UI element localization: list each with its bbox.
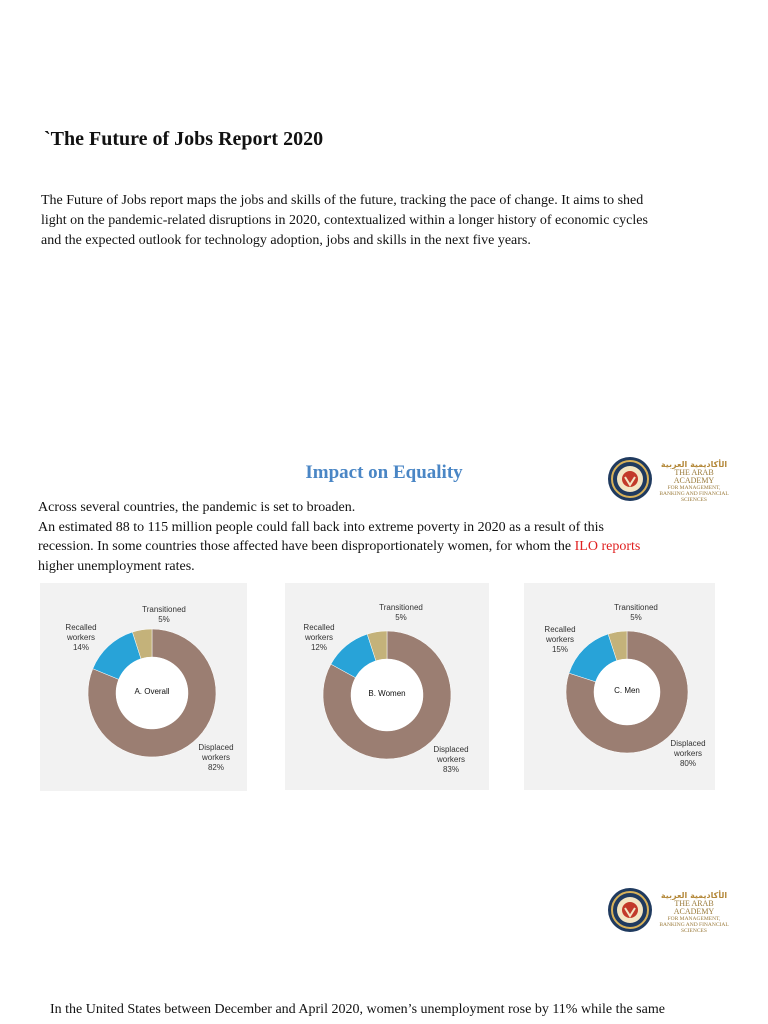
label-transitioned: [610, 603, 662, 623]
logo-english-name: THE ARAB ACADEMY: [673, 468, 715, 485]
academy-seal-icon: [606, 886, 654, 934]
label-name: Transitioned: [614, 603, 658, 612]
logo-subtitle: FOR MANAGEMENT, BANKING AND FINANCIAL SCIENCES: [659, 916, 729, 934]
ilo-reports-link[interactable]: ILO reports: [574, 539, 641, 554]
donut-chart-overall: [40, 583, 247, 791]
equality-line: [38, 537, 738, 557]
label-name: Displaced workers: [433, 745, 469, 764]
label-value: 5%: [630, 613, 642, 622]
logo-subtitle: FOR MANAGEMENT, BANKING AND FINANCIAL SCIENCES: [659, 485, 729, 503]
arab-academy-logo: [606, 886, 731, 934]
label-value: 80%: [679, 759, 696, 768]
arab-academy-logo: [606, 455, 731, 503]
intro-line: light on the pandemic-related disruptions in 2020, contextualized within a longer history of economic cycles: [41, 213, 648, 228]
label-name: Displaced workers: [198, 743, 234, 762]
donut-chart-men: [524, 583, 715, 790]
label-value: 12%: [310, 643, 327, 652]
intro-line: and the expected outlook for technology adoption, jobs and skills in the next five years.: [41, 233, 531, 248]
equality-paragraph: [38, 498, 738, 576]
equality-line: Across several countries, the pandemic is set to broaden.: [38, 500, 356, 515]
equality-line: higher unemployment rates.: [38, 558, 195, 574]
chart-title: A. Overall: [134, 687, 170, 696]
logo-text: [656, 892, 732, 934]
equality-line: An estimated 88 to 115 million people could fall back into extreme poverty in 2020 as a result of this: [38, 519, 604, 535]
chart-title: B. Women: [368, 689, 406, 698]
logo-english-name: THE ARAB ACADEMY: [673, 899, 715, 916]
label-name: Displaced workers: [670, 739, 706, 758]
donut-chart-women: [285, 583, 489, 790]
label-value: 5%: [395, 613, 407, 622]
label-name: Recalled workers: [303, 623, 335, 642]
label-transitioned: [138, 605, 190, 625]
academy-seal-icon: [606, 455, 654, 503]
logo-text: [656, 461, 732, 503]
impact-heading: Impact on Equality: [305, 462, 463, 483]
label-recalled-workers: [55, 623, 107, 653]
intro-paragraph: [41, 191, 741, 251]
label-displaced-workers: [425, 745, 477, 775]
label-value: 14%: [72, 643, 89, 652]
equality-line-text: recession. In some countries those affected have been disproportionately women, for whom the: [38, 539, 575, 554]
logo-arabic-name: الأكاديمية العربية: [660, 891, 728, 900]
label-value: 5%: [158, 615, 170, 624]
label-name: Transitioned: [379, 603, 423, 612]
footer-paragraph: In the United States between December and April 2020, women’s unemployment rose by 11% while the same: [50, 1002, 665, 1017]
label-value: 82%: [207, 763, 224, 772]
logo-arabic-name: الأكاديمية العربية: [660, 460, 728, 469]
report-title: `The Future of Jobs Report 2020: [44, 128, 324, 150]
label-value: 15%: [551, 645, 568, 654]
label-recalled-workers: [293, 623, 345, 653]
label-name: Recalled workers: [544, 625, 576, 644]
label-recalled-workers: [534, 625, 586, 655]
intro-line: The Future of Jobs report maps the jobs and skills of the future, tracking the pace of change. It aims to shed: [41, 193, 644, 208]
label-displaced-workers: [662, 739, 714, 769]
label-name: Transitioned: [142, 605, 186, 614]
chart-title: C. Men: [614, 686, 640, 695]
label-transitioned: [375, 603, 427, 623]
label-value: 83%: [442, 765, 459, 774]
label-name: Recalled workers: [65, 623, 97, 642]
label-displaced-workers: [190, 743, 242, 773]
